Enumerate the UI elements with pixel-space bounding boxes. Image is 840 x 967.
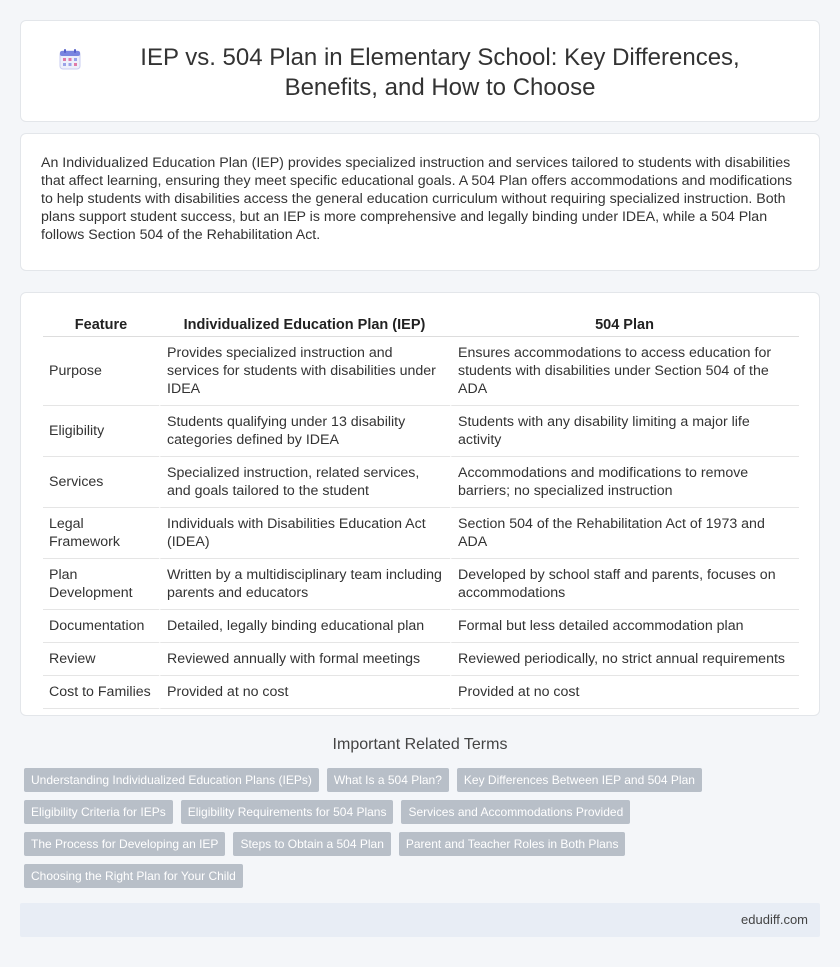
row-feature: Eligibility <box>43 406 159 457</box>
row-feature: Documentation <box>43 610 159 643</box>
row-504: Provided at no cost <box>450 676 799 709</box>
row-504: Developed by school staff and parents, focuses on accommodations <box>450 559 799 610</box>
row-feature: Review <box>43 643 159 676</box>
related-term-tag[interactable]: Understanding Individualized Education Plans (IEPs) <box>24 768 319 792</box>
row-iep: Detailed, legally binding educational plan <box>159 610 450 643</box>
related-term-tag[interactable]: Eligibility Requirements for 504 Plans <box>181 800 394 824</box>
row-iep: Written by a multidisciplinary team including parents and educators <box>159 559 450 610</box>
title-card <box>20 20 820 122</box>
comparison-card <box>20 292 820 716</box>
header-iep: Individualized Education Plan (IEP) <box>159 313 450 337</box>
footer-site-name: edudiff.com <box>741 912 808 927</box>
table-row <box>43 508 799 559</box>
table-row <box>43 406 799 457</box>
related-term-tag[interactable]: Eligibility Criteria for IEPs <box>24 800 173 824</box>
related-term-tag[interactable]: Parent and Teacher Roles in Both Plans <box>399 832 626 856</box>
row-iep: Students qualifying under 13 disability categories defined by IDEA <box>159 406 450 457</box>
row-504: Formal but less detailed accommodation plan <box>450 610 799 643</box>
related-terms-list <box>24 768 724 888</box>
related-term-tag[interactable]: Steps to Obtain a 504 Plan <box>233 832 390 856</box>
related-terms-title: Important Related Terms <box>332 736 508 753</box>
table-row <box>43 643 799 676</box>
row-iep: Specialized instruction, related services, and goals tailored to the student <box>159 457 450 508</box>
row-504: Students with any disability limiting a major life activity <box>450 406 799 457</box>
row-iep: Individuals with Disabilities Education Act (IDEA) <box>159 508 450 559</box>
table-row <box>43 337 799 406</box>
intro-card <box>20 133 820 271</box>
table-row <box>43 610 799 643</box>
row-feature: Cost to Families <box>43 676 159 709</box>
related-term-tag[interactable]: Choosing the Right Plan for Your Child <box>24 864 243 888</box>
page-title: IEP vs. 504 Plan in Elementary School: Key Differences, Benefits, and How to Choose <box>140 44 740 101</box>
table-row <box>43 559 799 610</box>
row-iep: Reviewed annually with formal meetings <box>159 643 450 676</box>
related-term-tag[interactable]: Key Differences Between IEP and 504 Plan <box>457 768 702 792</box>
row-504: Ensures accommodations to access education for students with disabilities under Section 504 of the ADA <box>450 337 799 406</box>
row-feature: Legal Framework <box>43 508 159 559</box>
header-504: 504 Plan <box>450 313 799 337</box>
row-iep: Provided at no cost <box>159 676 450 709</box>
related-term-tag[interactable]: The Process for Developing an IEP <box>24 832 225 856</box>
table-header-row <box>43 313 799 337</box>
header-feature: Feature <box>43 313 159 337</box>
row-feature: Services <box>43 457 159 508</box>
related-term-tag[interactable]: What Is a 504 Plan? <box>327 768 449 792</box>
row-504: Section 504 of the Rehabilitation Act of 1973 and ADA <box>450 508 799 559</box>
related-term-tag[interactable]: Services and Accommodations Provided <box>401 800 630 824</box>
row-504: Reviewed periodically, no strict annual requirements <box>450 643 799 676</box>
footer <box>20 903 820 937</box>
row-feature: Plan Development <box>43 559 159 610</box>
table-row <box>43 457 799 508</box>
intro-paragraph: An Individualized Education Plan (IEP) provides specialized instruction and services tailored to students with disabilities that affect learning, ensuring they meet specific educational goals. A 504 Plan offers accommodations and modifications to help students with disabilities access the general education curriculum without requiring specialized instruction. Both plans support student success, but an IEP is more comprehensive and legally binding under IDEA, while a 504 Plan follows Section 504 of the Rehabilitation Act. <box>41 155 793 243</box>
comparison-table <box>43 313 799 709</box>
row-feature: Purpose <box>43 337 159 406</box>
row-504: Accommodations and modifications to remove barriers; no specialized instruction <box>450 457 799 508</box>
row-iep: Provides specialized instruction and services for students with disabilities under IDEA <box>159 337 450 406</box>
table-row <box>43 676 799 709</box>
